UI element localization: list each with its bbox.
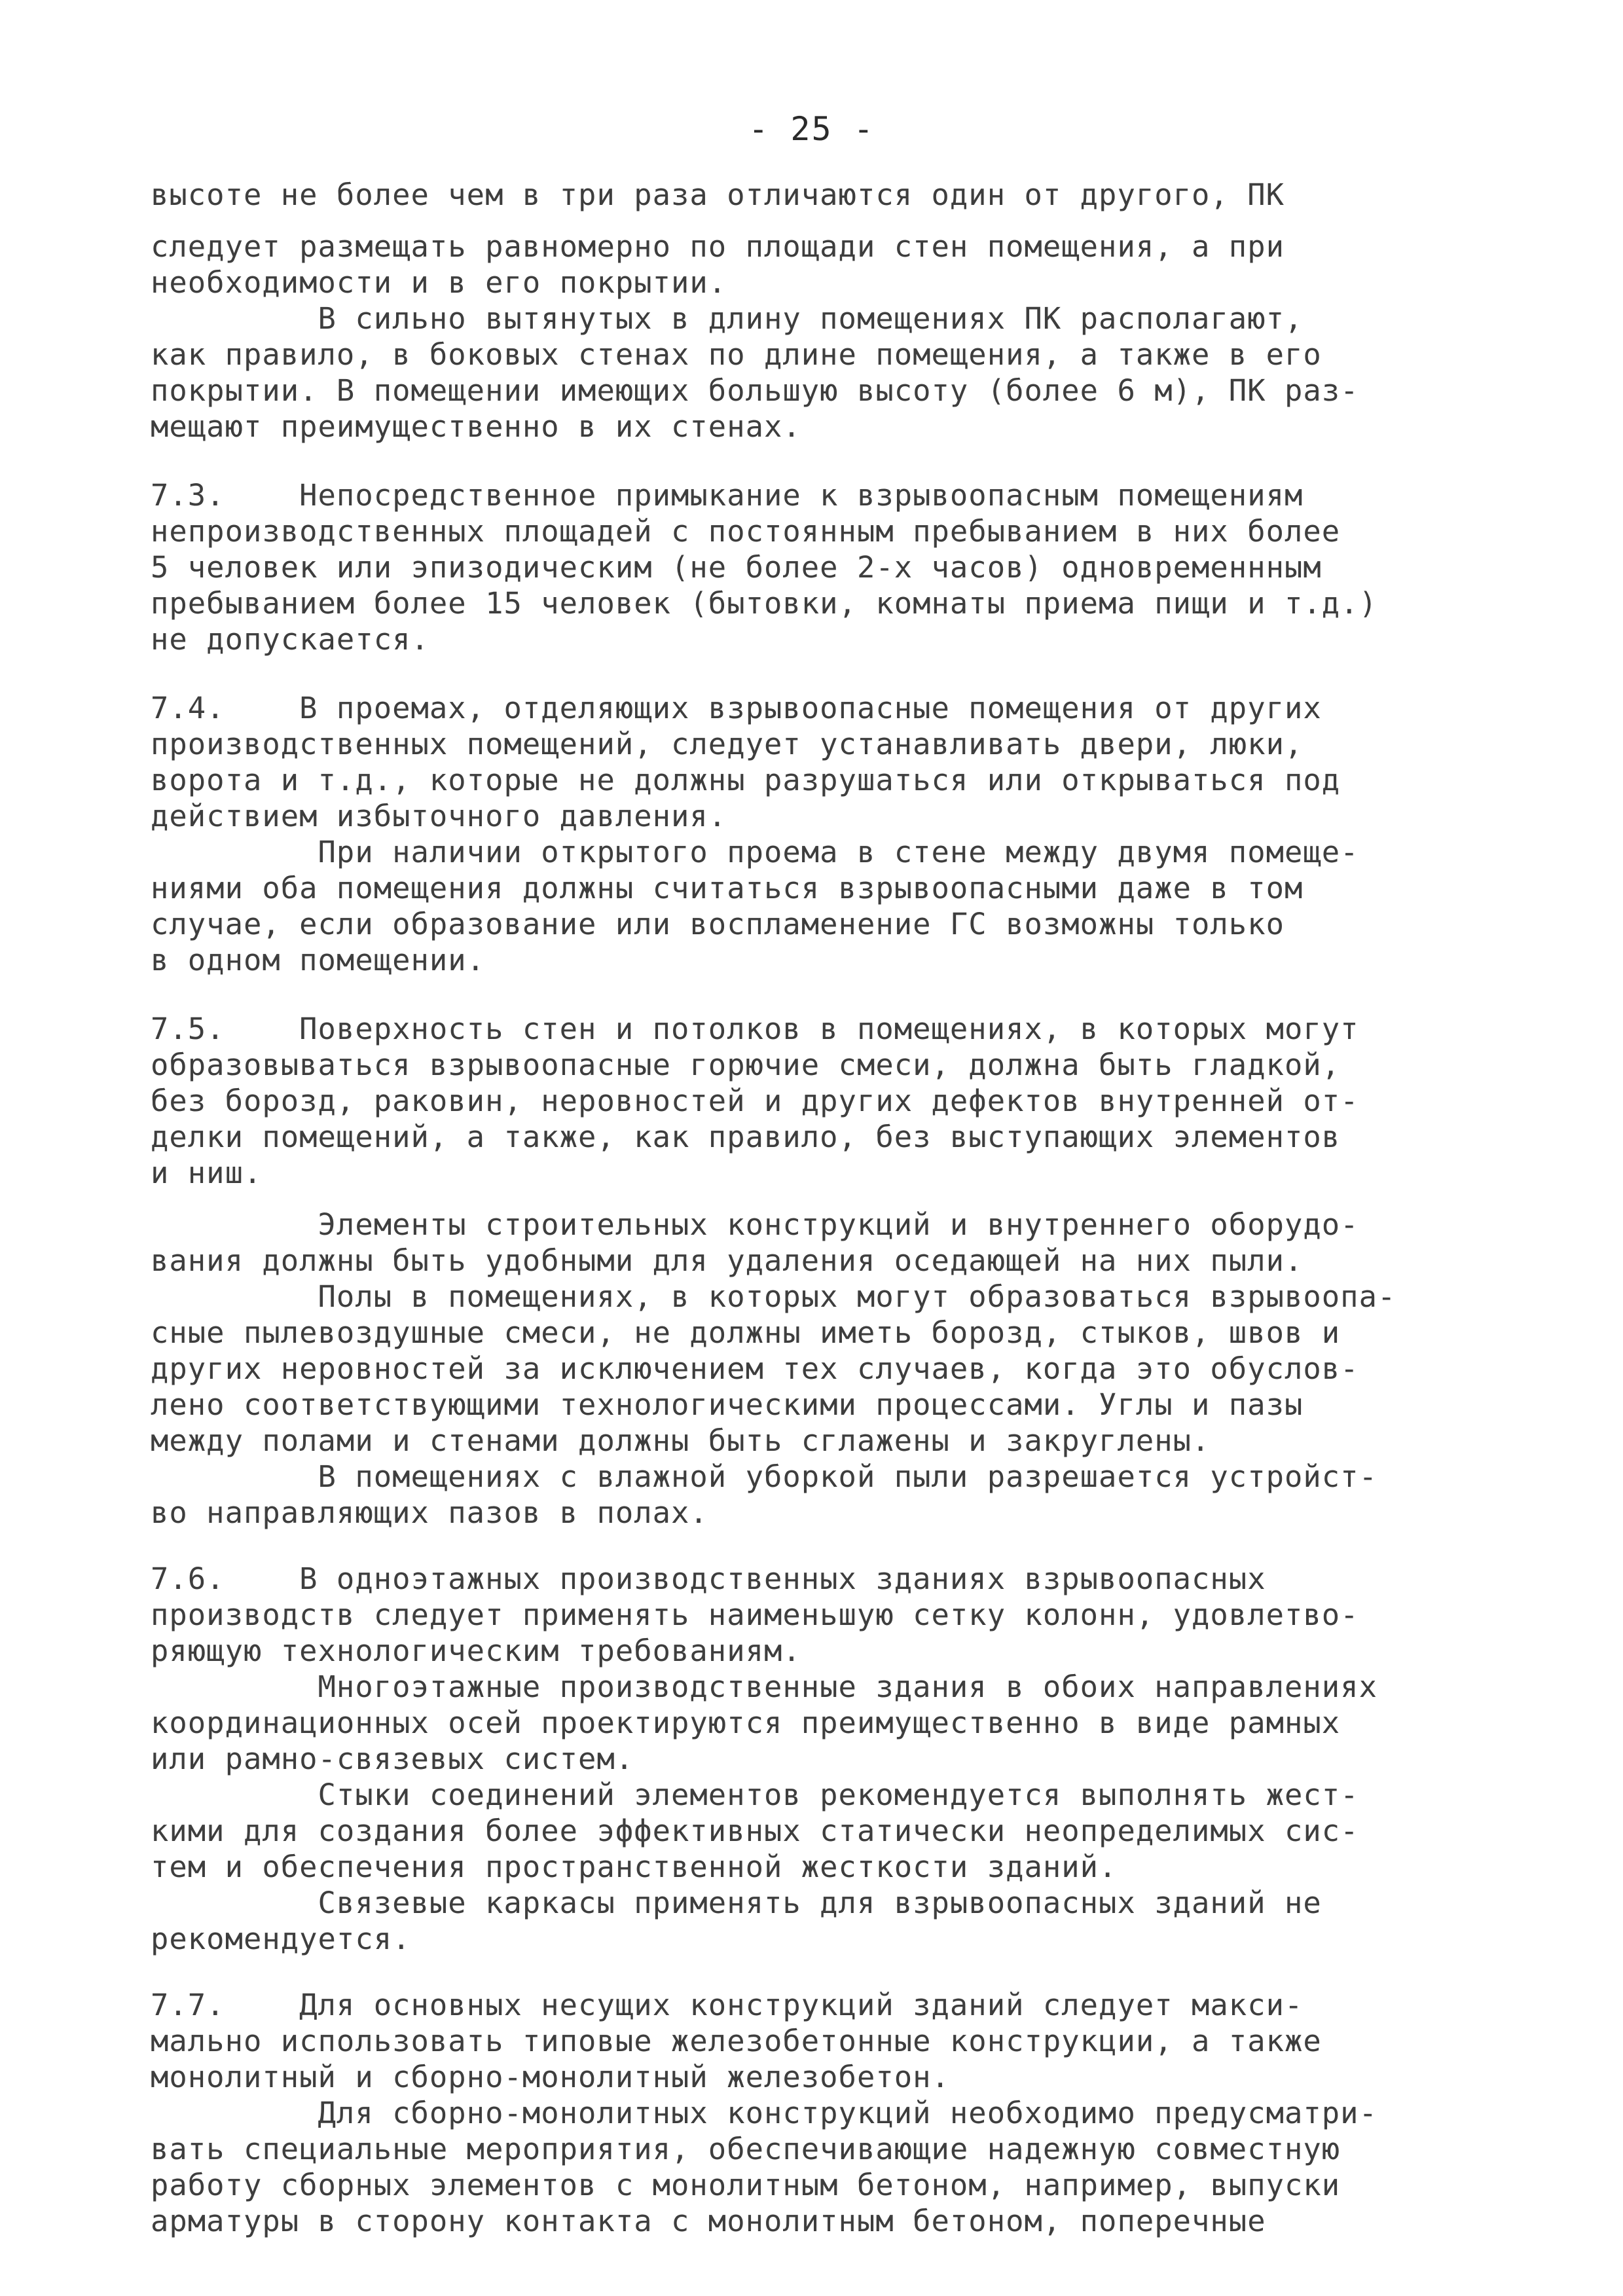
paragraph — [151, 177, 1499, 213]
text-line: как правило, в боковых стенах по длине помещения, а также в его — [151, 337, 1322, 372]
text-line: координационных осей проектируются преимущественно в виде рамных — [151, 1705, 1341, 1740]
body-text — [151, 177, 1499, 2239]
text-line: следует размещать равномерно по площади стен помещения, а при — [151, 229, 1285, 264]
text-line: в одном помещении. — [151, 943, 486, 977]
text-line: других неровностей за исключением тех случаев, когда это обуслов- — [151, 1351, 1359, 1386]
text-line: При наличии открытого проема в стене между двумя помеще- — [151, 835, 1359, 869]
text-line: 7.7. Для основных несущих конструкций зданий следует макси- — [151, 1988, 1304, 2022]
text-line: 7.5. Поверхность стен и потолков в помещениях, в которых могут — [151, 1011, 1359, 1046]
text-line: ниями оба помещения должны считаться взрывоопасными даже в том — [151, 871, 1304, 905]
text-line: непроизводственных площадей с постоянным пребыванием в них более — [151, 514, 1341, 549]
text-line: лено соответствующими технологическими процессами. Углы и пазы — [151, 1387, 1304, 1422]
text-line: производственных помещений, следует устанавливать двери, люки, — [151, 727, 1304, 761]
section-7-6 — [151, 1561, 1499, 1957]
text-line: не допускается. — [151, 622, 429, 657]
text-line: тем и обеспечения пространственной жесткости зданий. — [151, 1850, 1118, 1884]
text-line: сные пылевоздушные смеси, не должны иметь борозд, стыков, швов и — [151, 1315, 1341, 1350]
text-line: В сильно вытянутых в длину помещениях ПК располагают, — [151, 301, 1304, 336]
text-line: работу сборных элементов с монолитным бетоном, например, выпуски — [151, 2168, 1341, 2202]
text-line: Многоэтажные производственные здания в обоих направлениях — [151, 1669, 1377, 1704]
section-7-3 — [151, 477, 1499, 657]
text-line: и ниш. — [151, 1156, 263, 1190]
text-line: Элементы строительных конструкций и внутреннего оборудо- — [151, 1207, 1359, 1242]
text-line: случае, если образование или воспламенение ГС возможны только — [151, 907, 1285, 941]
text-line: монолитный и сборно-монолитный железобетон. — [151, 2060, 950, 2094]
text-line: 7.3. Непосредственное примыкание к взрывоопасным помещениям — [151, 478, 1304, 513]
text-line: или рамно-связевых систем. — [151, 1741, 634, 1776]
text-line: вания должны быть удобными для удаления оседающей на них пыли. — [151, 1243, 1304, 1278]
text-line: 7.4. В проемах, отделяющих взрывоопасные помещения от других — [151, 691, 1322, 725]
text-line: кими для создания более эффективных статически неопределимых сис- — [151, 1813, 1359, 1848]
text-line: рекомендуется. — [151, 1922, 411, 1956]
text-line: В помещениях с влажной уборкой пыли разрешается устройст- — [151, 1459, 1377, 1494]
section-7-7 — [151, 1987, 1499, 2239]
paragraph — [151, 228, 1499, 445]
text-line: мещают преимущественно в их стенах. — [151, 409, 801, 444]
page-number: - 25 - — [748, 110, 875, 148]
text-line: между полами и стенами должны быть сглажены и закруглены. — [151, 1423, 1211, 1458]
text-line: во направляющих пазов в полах. — [151, 1495, 708, 1530]
text-line: высоте не более чем в три раза отличаются один от другого, ПК — [151, 177, 1285, 212]
text-line: мально использовать типовые железобетонные конструкции, а также — [151, 2024, 1322, 2058]
text-line: покрытии. В помещении имеющих большую высоту (более 6 м), ПК раз- — [151, 373, 1359, 408]
text-line: арматуры в сторону контакта с монолитным бетоном, поперечные — [151, 2204, 1266, 2238]
text-line: образовываться взрывоопасные горючие смеси, должна быть гладкой, — [151, 1048, 1341, 1082]
text-line: ряющую технологическим требованиям. — [151, 1633, 801, 1668]
text-line: Полы в помещениях, в которых могут образоваться взрывоопа- — [151, 1279, 1396, 1314]
text-line: Стыки соединений элементов рекомендуется выполнять жест- — [151, 1777, 1359, 1812]
section-7-5 — [151, 1011, 1499, 1531]
text-line: 7.6. В одноэтажных производственных зданиях взрывоопасных — [151, 1561, 1266, 1596]
text-line: пребыванием более 15 человек (бытовки, комнаты приема пищи и т.д.) — [151, 586, 1377, 621]
section-7-4 — [151, 690, 1499, 978]
text-line: действием избыточного давления. — [151, 799, 727, 833]
text-line: производств следует применять наименьшую сетку колонн, удовлетво- — [151, 1597, 1359, 1632]
text-line: вать специальные мероприятия, обеспечивающие надежную совместную — [151, 2132, 1341, 2166]
text-line: Для сборно-монолитных конструкций необходимо предусматри- — [151, 2096, 1377, 2130]
text-line: ворота и т.д., которые не должны разрушаться или открываться под — [151, 763, 1341, 797]
text-line: Связевые каркасы применять для взрывоопасных зданий не — [151, 1886, 1322, 1920]
text-line: необходимости и в его покрытии. — [151, 265, 727, 300]
text-line: 5 человек или эпизодическим (не более 2-х часов) одновременнным — [151, 550, 1322, 585]
text-line: без борозд, раковин, неровностей и других дефектов внутренней от- — [151, 1084, 1359, 1118]
text-line: делки помещений, а также, как правило, без выступающих элементов — [151, 1120, 1341, 1154]
